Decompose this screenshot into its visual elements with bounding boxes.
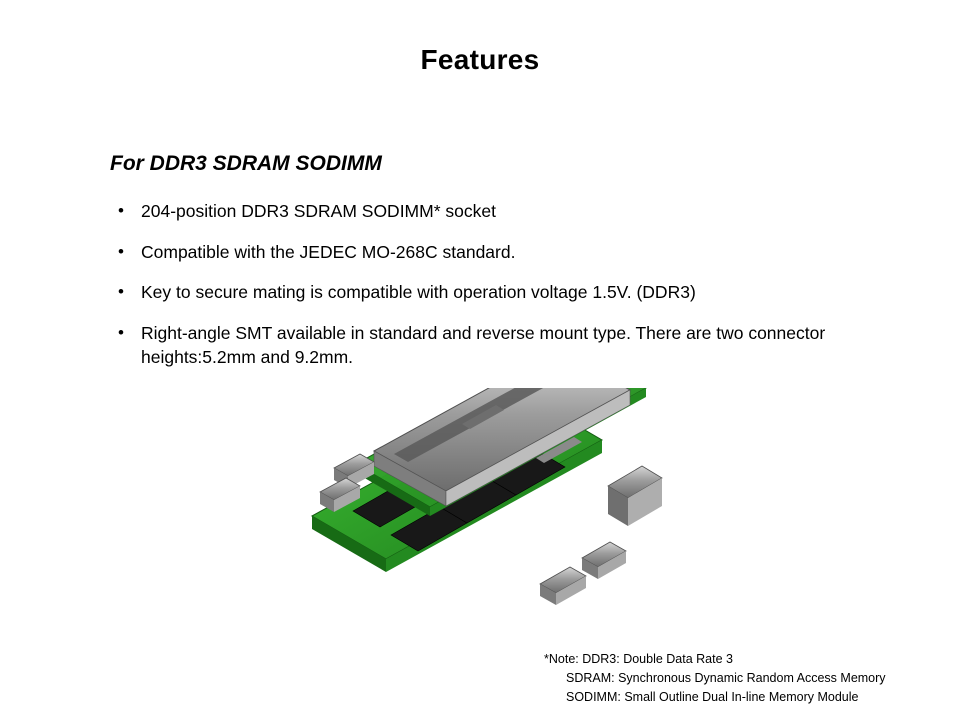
footnote-line: *Note: DDR3: Double Data Rate 3 [544, 652, 733, 666]
bullet-marker-icon: • [118, 201, 124, 220]
footnote-line: SDRAM: Synchronous Dynamic Random Access Memory [566, 670, 886, 685]
page-title: Features [420, 44, 540, 75]
footnote-block [544, 650, 886, 706]
bullet-list [110, 200, 870, 386]
list-item-text: Compatible with the JEDEC MO-268C standard. [141, 241, 516, 262]
list-item-text: Right-angle SMT available in standard and reverse mount type. There are two connector heights:5.2mm and 9.2mm. [141, 322, 826, 367]
ddr3-sodimm-socket-illustration [290, 388, 670, 638]
section-subtitle: For DDR3 SDRAM SODIMM [110, 152, 382, 175]
list-item [110, 322, 870, 369]
list-item [110, 281, 870, 305]
bullet-marker-icon: • [118, 282, 124, 302]
footnote-line: SODIMM: Small Outline Dual In-line Memory Module [566, 689, 859, 704]
list-item-text: 204-position DDR3 SDRAM SODIMM* socket [141, 201, 496, 221]
bullet-marker-icon: • [118, 241, 124, 261]
list-item [110, 200, 870, 224]
list-item-text: Key to secure mating is compatible with operation voltage 1.5V. (DDR3) [141, 282, 696, 303]
list-item [110, 241, 870, 265]
bullet-marker-icon: • [118, 322, 124, 342]
